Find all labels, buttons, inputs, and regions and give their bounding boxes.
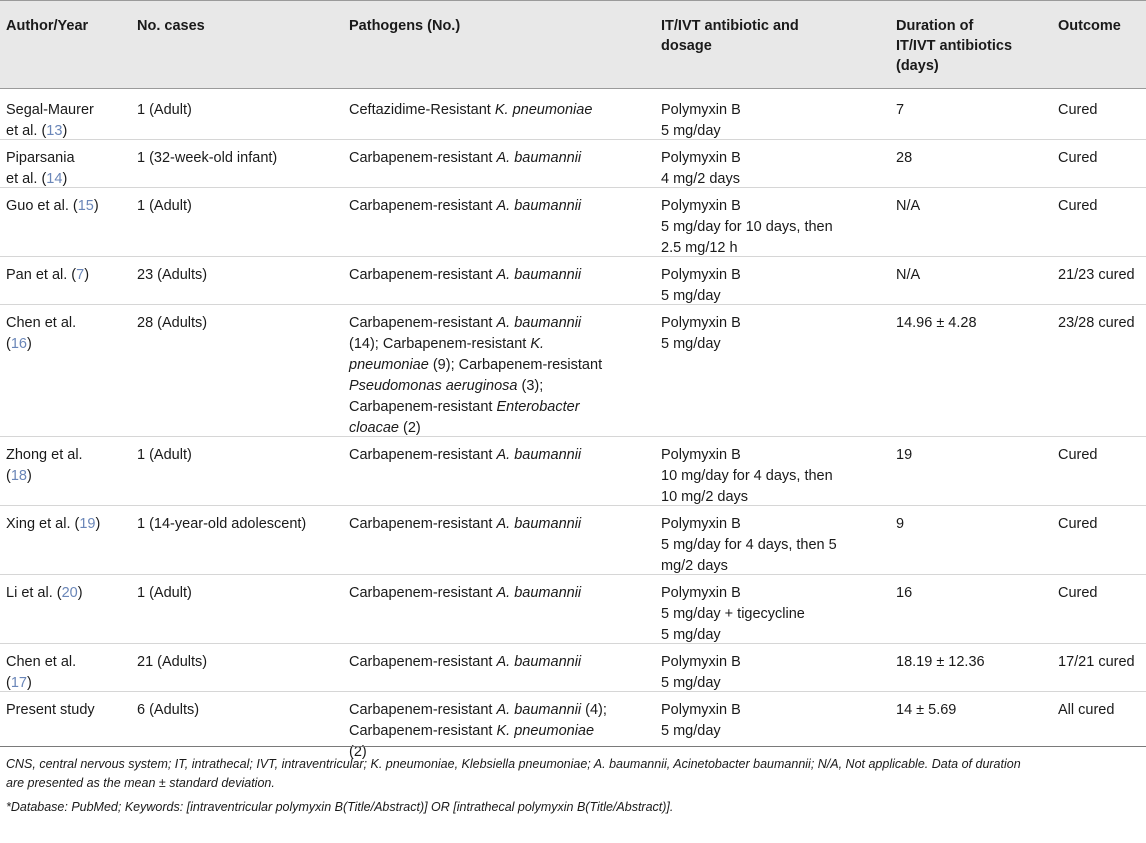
row-separator	[0, 691, 1146, 692]
pathogen-species: A. baumannii	[496, 447, 582, 463]
author-text: et al. (	[6, 171, 47, 187]
antibiotic-line: 5 mg/day	[661, 288, 721, 304]
cell-antibiotic	[661, 514, 837, 577]
pathogen-line	[349, 334, 602, 355]
pathogen-species: A. baumannii	[496, 516, 582, 532]
author-text: Chen et al.	[6, 654, 77, 670]
cell-cases: 28 (Adults)	[137, 315, 208, 331]
header-author: Author/Year	[6, 18, 89, 34]
author-text: Zhong et al.	[6, 447, 83, 463]
cell-duration: 7	[896, 102, 905, 118]
pathogen-line	[349, 355, 602, 376]
header-duration-line: IT/IVT antibiotics	[896, 38, 1013, 54]
cell-duration: N/A	[896, 198, 921, 214]
author-text: )	[62, 123, 68, 139]
pathogen-species: Pseudomonas aeruginosa	[349, 378, 518, 394]
table-header	[0, 0, 1146, 89]
cell-duration: 14 ± 5.69	[896, 702, 957, 718]
footnote-line: CNS, central nervous system; IT, intrathecal; IVT, intraventricular; K. pneumoniae, Klebsiella pneumoniae; A. baumannii, Acinetobacter baumannii; N/A, Not applicable. Data of duration	[6, 757, 1021, 771]
header-duration-line: Duration of	[896, 18, 974, 34]
pathogen-species: A. baumannii	[496, 267, 582, 283]
header-antibiotic-line: dosage	[661, 38, 712, 54]
cell-author	[6, 148, 75, 190]
reference-link: 17	[10, 675, 27, 691]
row-separator	[0, 139, 1146, 140]
cell-antibiotic	[661, 148, 741, 190]
pathogen-text: (2)	[349, 744, 367, 760]
cell-author	[6, 514, 100, 535]
header-cases: No. cases	[137, 18, 205, 34]
pathogen-species: A. baumannii	[496, 150, 582, 166]
cell-duration: 14.96 ± 4.28	[896, 315, 977, 331]
cell-outcome: All cured	[1058, 702, 1115, 718]
antibiotic-line: 5 mg/day + tigecycline	[661, 606, 805, 622]
cell-outcome: Cured	[1058, 447, 1098, 463]
cell-cases: 6 (Adults)	[137, 702, 200, 718]
cell-pathogens	[349, 514, 581, 535]
cell-cases: 1 (Adult)	[137, 198, 192, 214]
pathogen-species: pneumoniae	[349, 357, 429, 373]
author-line	[6, 313, 76, 334]
antibiotic-line: 5 mg/day	[661, 627, 721, 643]
header-antibiotic-line: IT/IVT antibiotic and	[661, 18, 799, 34]
cell-antibiotic	[661, 700, 741, 742]
antibiotic-line: 5 mg/day	[661, 123, 721, 139]
cell-duration: 19	[896, 447, 913, 463]
antibiotic-line: 4 mg/2 days	[661, 171, 740, 187]
antibiotic-line: 5 mg/day	[661, 723, 721, 739]
pathogen-species: cloacae	[349, 420, 399, 436]
cell-cases: 1 (Adult)	[137, 585, 192, 601]
cell-author	[6, 196, 99, 217]
cell-duration: 28	[896, 150, 913, 166]
row-separator	[0, 436, 1146, 437]
cell-outcome: Cured	[1058, 585, 1098, 601]
cell-antibiotic	[661, 583, 805, 646]
reference-link: 19	[79, 516, 96, 532]
cell-outcome: Cured	[1058, 102, 1098, 118]
antibiotic-line: 10 mg/day for 4 days, then	[661, 468, 833, 484]
author-line	[6, 466, 83, 487]
cell-cases: 1 (14-year-old adolescent)	[137, 516, 307, 532]
pathogen-text: Carbapenem-resistant	[349, 399, 497, 415]
author-line	[6, 652, 76, 673]
pathogen-line	[349, 376, 602, 397]
author-text: (	[6, 336, 11, 352]
pathogen-text: (9); Carbapenem-resistant	[428, 357, 603, 373]
cell-pathogens	[349, 700, 607, 763]
antibiotic-line: 10 mg/2 days	[661, 489, 749, 505]
cell-author	[6, 265, 89, 286]
reference-link: 18	[10, 468, 27, 484]
cell-antibiotic	[661, 313, 741, 355]
pathogen-species: A. baumannii	[496, 585, 582, 601]
pathogen-text: (2)	[398, 420, 421, 436]
cell-outcome: Cured	[1058, 516, 1098, 532]
author-line	[6, 100, 94, 121]
cell-outcome: Cured	[1058, 150, 1098, 166]
pathogen-line	[349, 313, 602, 334]
author-text: Xing et al. (	[6, 516, 80, 532]
cell-duration: N/A	[896, 267, 921, 283]
header-antibiotic	[661, 16, 799, 56]
pathogen-text: Carbapenem-resistant	[349, 585, 497, 601]
table-bottom-rule	[0, 746, 1146, 747]
antibiotic-line: Polymyxin B	[661, 267, 741, 283]
antibiotic-line: Polymyxin B	[661, 654, 741, 670]
pathogen-line	[349, 397, 602, 418]
reference-link: 14	[46, 171, 63, 187]
antibiotic-line: Polymyxin B	[661, 516, 741, 532]
cell-outcome: 21/23 cured	[1058, 267, 1135, 283]
pathogen-text: Carbapenem-resistant	[349, 315, 497, 331]
pathogen-text: Carbapenem-resistant	[349, 723, 497, 739]
author-text: )	[62, 171, 68, 187]
cell-pathogens	[349, 445, 581, 466]
cell-pathogens	[349, 196, 581, 217]
author-line	[6, 148, 75, 169]
antibiotic-line: 5 mg/day for 10 days, then	[661, 219, 833, 235]
author-text: )	[93, 198, 99, 214]
cell-duration: 16	[896, 585, 913, 601]
author-text: )	[84, 267, 90, 283]
row-separator	[0, 643, 1146, 644]
row-separator	[0, 505, 1146, 506]
antibiotic-line: Polymyxin B	[661, 702, 741, 718]
cell-antibiotic	[661, 100, 741, 142]
cell-duration: 9	[896, 516, 905, 532]
cell-antibiotic	[661, 445, 833, 508]
pathogen-text: (14); Carbapenem-resistant	[349, 336, 531, 352]
pathogen-species: K. pneumoniae	[496, 723, 595, 739]
pathogen-text: Carbapenem-resistant	[349, 150, 497, 166]
cell-duration: 18.19 ± 12.36	[896, 654, 985, 670]
author-text: )	[95, 516, 101, 532]
reference-link: 20	[61, 585, 78, 601]
cell-pathogens	[349, 583, 581, 604]
reference-link: 16	[10, 336, 27, 352]
cell-pathogens	[349, 652, 581, 673]
reference-link: 15	[77, 198, 94, 214]
footnote-line: are presented as the mean ± standard deviation.	[6, 776, 275, 790]
pathogen-text: (3);	[517, 378, 544, 394]
pathogen-line	[349, 700, 607, 721]
cell-author	[6, 700, 95, 721]
pathogen-text: Carbapenem-resistant	[349, 702, 497, 718]
cell-outcome: 17/21 cured	[1058, 654, 1135, 670]
cell-author	[6, 652, 76, 694]
pathogen-species: Enterobacter	[496, 399, 580, 415]
cell-pathogens	[349, 148, 581, 169]
cell-author	[6, 445, 83, 487]
reference-link: 13	[46, 123, 63, 139]
author-text: Chen et al.	[6, 315, 77, 331]
cell-antibiotic	[661, 196, 833, 259]
pathogen-text: Carbapenem-resistant	[349, 654, 497, 670]
pathogen-text: Carbapenem-resistant	[349, 447, 497, 463]
cell-outcome: 23/28 cured	[1058, 315, 1135, 331]
author-text: Present study	[6, 702, 95, 718]
author-text: (	[6, 675, 11, 691]
antibiotic-line: Polymyxin B	[661, 198, 741, 214]
author-text: (	[6, 468, 11, 484]
antibiotic-line: Polymyxin B	[661, 150, 741, 166]
author-line	[6, 334, 76, 355]
pathogen-text: Carbapenem-resistant	[349, 267, 497, 283]
row-separator	[0, 256, 1146, 257]
cell-author	[6, 313, 76, 355]
pathogen-line	[349, 721, 607, 742]
author-text: )	[26, 336, 32, 352]
pathogen-species: A. baumannii	[496, 198, 582, 214]
row-separator	[0, 574, 1146, 575]
cell-cases: 1 (Adult)	[137, 447, 192, 463]
pathogen-text: Ceftazidime-Resistant	[349, 102, 495, 118]
author-text: Li et al. (	[6, 585, 62, 601]
author-text: Piparsania	[6, 150, 75, 166]
author-text: et al. (	[6, 123, 47, 139]
header-outcome: Outcome	[1058, 18, 1121, 34]
author-text: )	[77, 585, 83, 601]
header-duration	[896, 16, 1012, 76]
cell-cases: 1 (Adult)	[137, 102, 192, 118]
antibiotic-line: Polymyxin B	[661, 447, 741, 463]
row-separator	[0, 304, 1146, 305]
antibiotic-line: mg/2 days	[661, 558, 728, 574]
antibiotic-line: 2.5 mg/12 h	[661, 240, 738, 256]
antibiotic-line: 5 mg/day	[661, 336, 721, 352]
cell-pathogens	[349, 100, 592, 121]
cell-author	[6, 100, 94, 142]
pathogen-species: A. baumannii	[496, 654, 582, 670]
cell-antibiotic	[661, 652, 741, 694]
cell-outcome: Cured	[1058, 198, 1098, 214]
author-line	[6, 445, 83, 466]
author-text: Guo et al. (	[6, 198, 78, 214]
reference-link: 7	[76, 267, 85, 283]
pathogen-text: Carbapenem-resistant	[349, 516, 497, 532]
footnote-database: *Database: PubMed; Keywords: [intraventricular polymyxin B(Title/Abstract)] OR [intrathecal polymyxin B(Title/Abstract)].	[6, 800, 674, 814]
cell-author	[6, 583, 83, 604]
author-text: Segal-Maurer	[6, 102, 94, 118]
cell-cases: 23 (Adults)	[137, 267, 208, 283]
cell-pathogens	[349, 313, 602, 439]
pathogen-species: A. baumannii	[496, 702, 582, 718]
author-text: Pan et al. (	[6, 267, 77, 283]
pathogen-text: (4);	[581, 702, 607, 718]
footnote-abbreviations	[6, 755, 1142, 793]
author-text: )	[26, 675, 32, 691]
row-separator	[0, 187, 1146, 188]
pathogen-species: K. pneumoniae	[494, 102, 593, 118]
cell-antibiotic	[661, 265, 741, 307]
header-pathogens: Pathogens (No.)	[349, 18, 461, 34]
pathogen-species: K.	[530, 336, 545, 352]
cell-pathogens	[349, 265, 581, 286]
antibiotic-line: Polymyxin B	[661, 315, 741, 331]
cell-cases: 1 (32-week-old infant)	[137, 150, 278, 166]
pathogen-species: A. baumannii	[496, 315, 582, 331]
antibiotic-line: 5 mg/day for 4 days, then 5	[661, 537, 837, 553]
author-text: )	[26, 468, 32, 484]
cell-cases: 21 (Adults)	[137, 654, 208, 670]
antibiotic-line: Polymyxin B	[661, 102, 741, 118]
pathogen-text: Carbapenem-resistant	[349, 198, 497, 214]
header-duration-line: (days)	[896, 58, 939, 74]
antibiotic-line: Polymyxin B	[661, 585, 741, 601]
antibiotic-line: 5 mg/day	[661, 675, 721, 691]
